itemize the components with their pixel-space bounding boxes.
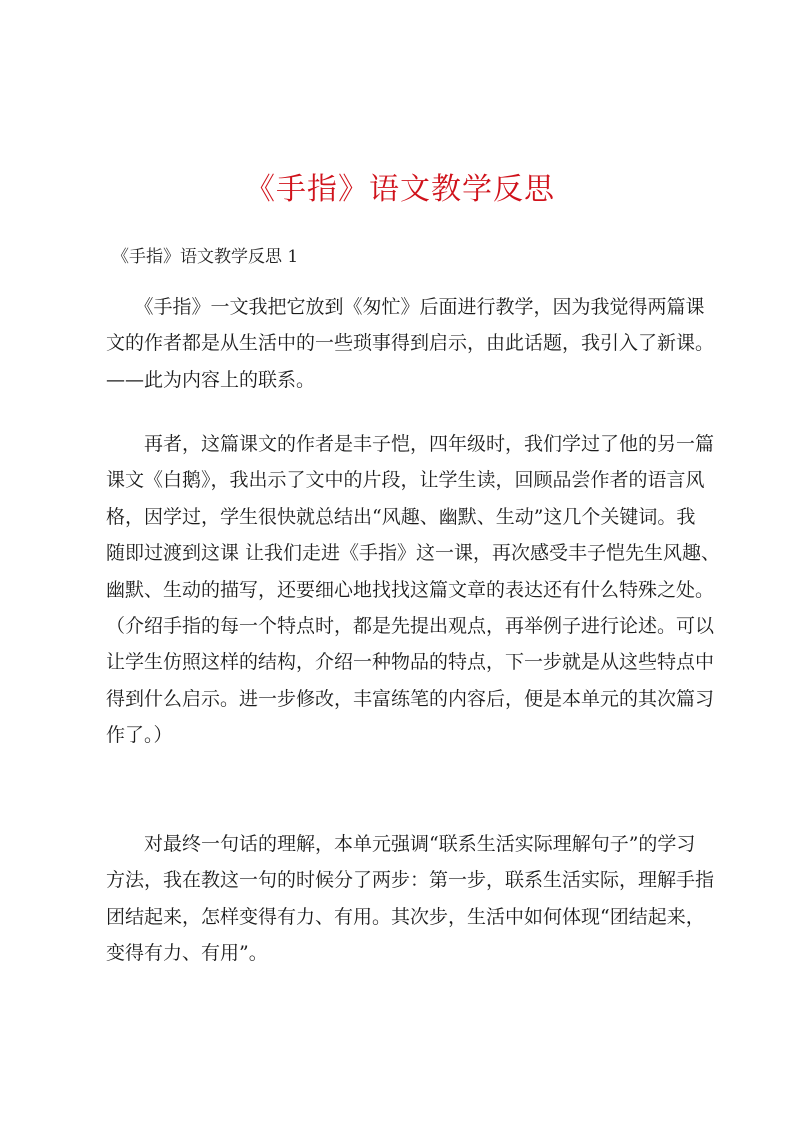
paragraph-line: 得到什么启示。进一步修改，丰富练笔的内容后，便是本单元的其次篇习 <box>106 687 715 710</box>
paragraph-line: ——此为内容上的联系。 <box>106 368 316 391</box>
paragraph-line: 作了。） <box>106 724 173 747</box>
paragraph-line: （介绍手指的每一个特点时，都是先提出观点，再举例子进行论述。可以 <box>106 615 715 638</box>
document-title: 《手指》语文教学反思 <box>245 172 555 207</box>
paragraph-line: 随即过渡到这课 让我们走进《手指》这一课，再次感受丰子恺先生风趣、 <box>106 542 721 565</box>
paragraph-line: 文的作者都是从生活中的一些琐事得到启示，由此话题，我引入了新课。 <box>106 332 715 355</box>
paragraph-line: 课文《白鹅》，我出示了文中的片段，让学生读，回顾品尝作者的语言风 <box>106 469 705 492</box>
paragraph-3 <box>106 826 715 972</box>
paragraph-line: 变得有力、有用”。 <box>106 942 268 965</box>
paragraph-line: 幽默、生动的描写，还要细心地找找这篇文章的表达还有什么特殊之处。 <box>106 578 715 601</box>
paragraph-line: 《手指》一文我把它放到《匆忙》后面进行教学，因为我觉得两篇课 <box>106 296 705 318</box>
paragraph-line: 团结起来，怎样变得有力、有用。其次步，生活中如何体现“团结起来， <box>106 905 705 928</box>
paragraph-line: 再者，这篇课文的作者是丰子恺，四年级时，我们学过了他的另一篇 <box>106 433 715 455</box>
paragraph-1 <box>106 289 715 398</box>
paragraph-line: 方法，我在教这一句的时候分了两步：第一步，联系生活实际，理解手指 <box>106 869 715 892</box>
paragraph-2 <box>106 426 721 754</box>
paragraph-line: 格，因学过，学生很快就总结出“风趣、幽默、生动”这几个关键词。我 <box>106 505 696 528</box>
paragraph-line: 让学生仿照这样的结构，介绍一种物品的特点，下一步就是从这些特点中 <box>106 651 715 674</box>
paragraph-line: 对最终一句话的理解，本单元强调“联系生活实际理解句子”的学习 <box>106 833 696 855</box>
section-heading: 《手指》语文教学反思 1 <box>112 247 299 267</box>
